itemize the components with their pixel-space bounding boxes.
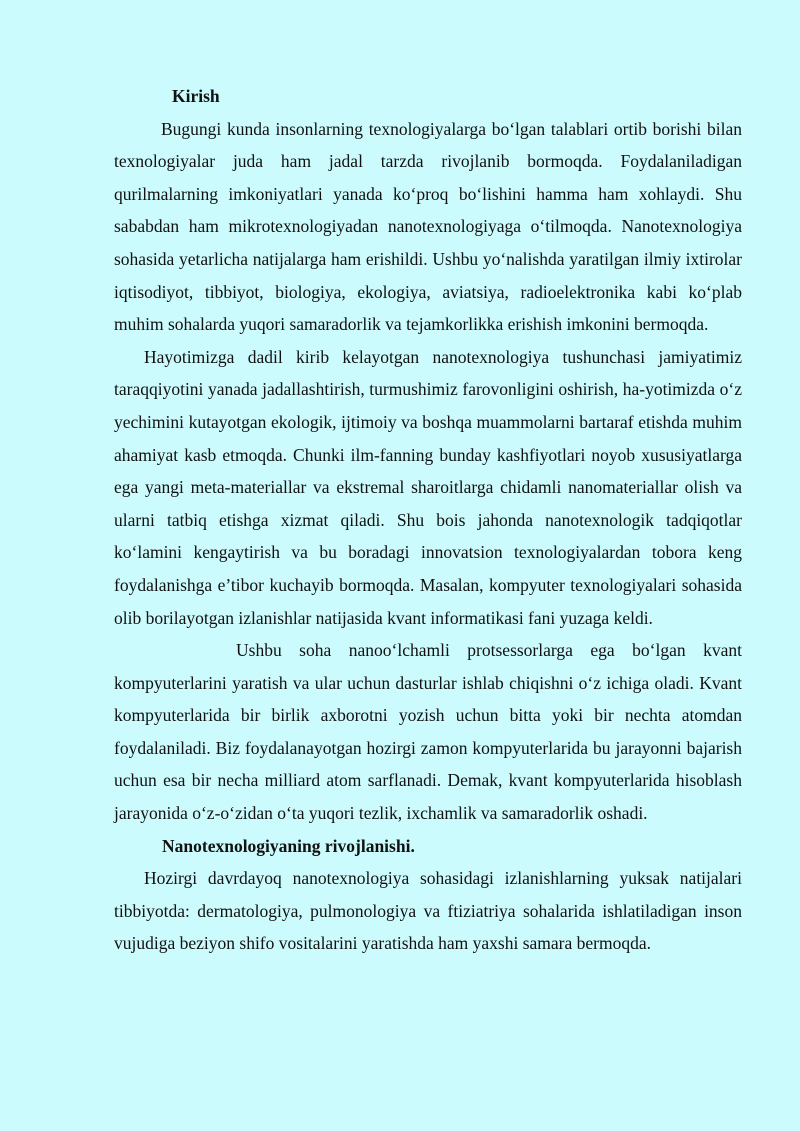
paragraph-1: Bugungi kunda insonlarning texnologiyalarga bo‘lgan talablari ortib borishi bilan texnologiyalar juda ham jadal tarzda rivojlanib bormoqda. Foydalaniladigan qurilmalarning imkoniyatlari yanada ko‘proq bo‘lishini hamma ham xohlaydi. Shu sababdan ham mikrotexnologiyadan nanotexnologiyaga o‘tilmoqda. Nanotexnologiya sohasida yetarlicha natijalarga ham erishildi. Ushbu yo‘nalishda yaratilgan ilmiy ixtirolar iqtisodiyot, tibbiyot, biologiya, ekologiya, aviatsiya, radioelektronika kabi ko‘plab muhim sohalarda yuqori samaradorlik va tejamkorlikka erishish imkonini bermoqda. <box>114 118 742 335</box>
heading-intro: Kirish <box>172 86 220 106</box>
document-body <box>114 80 742 960</box>
paragraph-2: Hayotimizga dadil kirib kelayotgan nanotexnologiya tushunchasi jamiyatimiz taraqqiyotini yanada jadallashtirish, turmushimiz farovonligini oshirish, ha-yotimizda o‘z yechimini kutayotgan ekologik, ijtimoiy va boshqa muammolarni bartaraf etishda muhim ahamiyat kasb etmoqda. Chunki ilm-fanning bunday kashfiyotlari noyob xususiyatlarga ega yangi meta-materiallar va ekstremal sharoitlarga chidamli nanomateriallar olish va ularni tatbiq etishga xizmat qiladi. Shu bois jahonda nanotexnologik tadqiqotlar ko‘lamini kengaytirish va bu boradagi innovatsion texnologiyalardan tobora keng foydalanishga e’tibor kuchayib bormoqda. Masalan, kompyuter texnologiyalari sohasida olib borilayotgan izlanishlar natijasida kvant informatikasi fani yuzaga keldi. <box>114 346 742 628</box>
paragraph-3: Ushbu soha nanoo‘lchamli protsessorlarga ega bo‘lgan kvant kompyuterlarini yaratish va ular uchun dasturlar ishlab chiqishni o‘z ichiga oladi. Kvant kompyuterlarida bir birlik axborotni yozish uchun bitta yoki bir nechta atomdan foydalaniladi. Biz foydalanayotgan hozirgi zamon kompyuterlarida bu jarayonni bajarish uchun esa bir necha milliard atom sarflanadi. Demak, kvant kompyuterlarida hisoblash jarayonida o‘z-o‘zidan o‘ta yuqori tezlik, ixchamlik va samaradorlik oshadi. <box>114 640 742 824</box>
heading-development: Nanotexnologiyaning rivojlanishi. <box>162 835 415 856</box>
paragraph-4: Hozirgi davrdayoq nanotexnologiya sohasidagi izlanishlarning yuksak natijalari tibbiyotda: dermatologiya, pulmonologiya va ftiziatriya sohalarida ishlatiladigan inson vujudiga beziyon shifo vositalarini yaratishda ham yaxshi samara bermoqda. <box>114 868 742 954</box>
